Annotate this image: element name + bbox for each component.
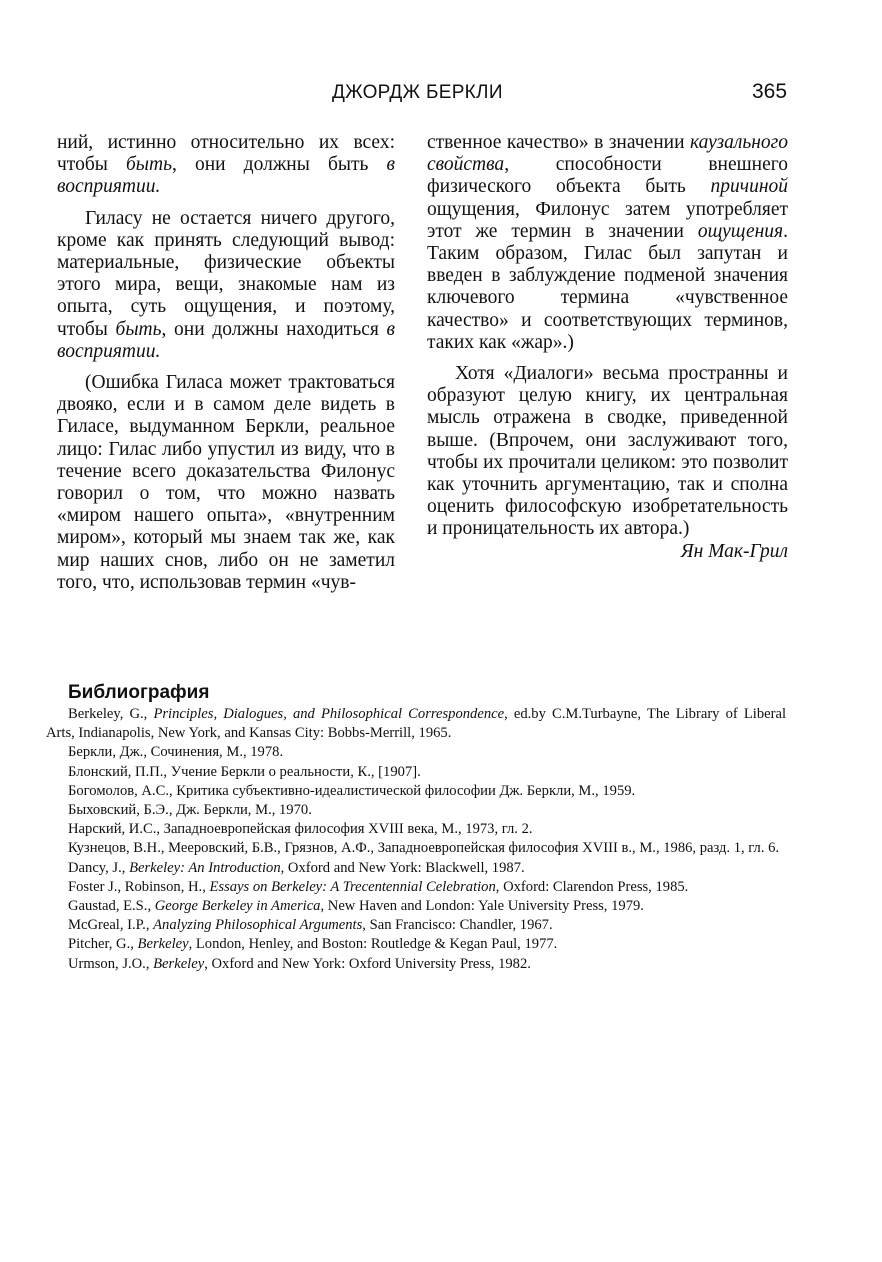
bibliography-entry	[46, 955, 786, 974]
entry-text: Gaustad, E.S.,	[68, 898, 155, 915]
paragraph	[57, 208, 395, 363]
entry-text: , ed.by C.M.Turbayne, The Library of Liberal Arts, Indianapolis, New York, and Kansas City: Bobbs-Merrill, 1965.	[46, 706, 786, 742]
entry-text: Dancy, J.,	[68, 859, 130, 876]
text-run: ственное качество» в значении	[427, 132, 690, 153]
emphasis: в восприятии.	[57, 318, 395, 362]
paragraph	[427, 132, 788, 354]
entry-title: Essays on Berkeley: A Trecentennial Celebration	[209, 878, 496, 895]
bibliography-entry	[46, 839, 786, 858]
emphasis: быть	[125, 154, 172, 176]
running-head-title: ДЖОРДЖ БЕРКЛИ	[332, 82, 503, 103]
text-run: . Таким образом, Гилас был запутан и введен в заблуждение подменой значения ключевого термина «чувственное качество» и соответствующих терминов, таких как «жар».)	[427, 220, 788, 353]
paragraph: Хотя «Диалоги» весьма пространны и образуют целую книгу, их центральная мысль отражена в сводке, приведенной выше. (Впрочем, они заслуживают того, чтобы их прочитали целиком: это позволит как уточнить аргументацию, так и сполна оценить философскую изобретательность и проницательность их автора.)	[427, 363, 788, 540]
paragraph	[57, 132, 395, 199]
bibliography-entry	[46, 743, 786, 762]
entry-text: Быховский, Б.Э., Дж. Беркли, М., 1970.	[68, 802, 312, 819]
entry-text: Pitcher, G.,	[68, 936, 138, 953]
entry-title: George Berkeley in America	[154, 898, 321, 915]
entry-title: Berkeley	[153, 955, 205, 972]
entry-title: Analyzing Philosophical Arguments	[153, 917, 363, 934]
bibliography-heading: Библиография	[68, 682, 210, 703]
bibliography-entry	[46, 782, 786, 801]
left-column	[57, 132, 395, 594]
running-head	[0, 82, 882, 112]
entry-text: McGreal, I.P.,	[68, 917, 154, 934]
emphasis: в восприятии.	[57, 154, 395, 198]
entry-text: , Oxford and New York: Oxford University Press, 1982.	[204, 955, 531, 972]
bibliography-entry	[46, 820, 786, 839]
entry-text: Urmson, J.O.,	[68, 955, 154, 972]
author-signature: Ян Мак-Грил	[680, 540, 788, 562]
emphasis: каузального свойства	[427, 132, 788, 176]
entry-text: Богомолов, А.С., Критика субъективно-идеалистической философии Дж. Беркли, М., 1959.	[68, 782, 636, 799]
entry-text: Нарский, И.С., Западноевропейская философия XVIII века, М., 1973, гл. 2.	[68, 821, 533, 838]
entry-text: Foster J., Robinson, H.,	[68, 878, 210, 895]
page-number: 365	[752, 80, 788, 103]
bibliography-entry	[46, 859, 786, 878]
bibliography-entry	[46, 935, 786, 954]
entry-text: , Oxford and New York: Blackwell, 1987.	[280, 859, 525, 876]
paragraph: (Ошибка Гиласа может трактоваться двояко, если и в самом деле видеть в Гиласе, выдуманном Беркли, реальное лицо: Гилас либо упустил из виду, что в течение всего доказательства Филонус говорил о том, что можно назвать «миром нашего опыта», «внутренним миром», который мы знаем так же, как мир наших снов, либо он не заметил того, что, использовав термин «чув-	[57, 372, 395, 593]
entry-text: Блонский, П.П., Учение Беркли о реальности, К., [1907].	[68, 763, 421, 780]
right-column	[427, 132, 788, 563]
entry-text: Кузнецов, В.Н., Мееровский, Б.В., Грязнов, А.Ф., Западноевропейская философия XVIII в., М., 1986, разд. 1, гл. 6.	[68, 840, 780, 857]
entry-title: Principles, Dialogues, and Philosophical Correspondence	[153, 706, 505, 722]
entry-text: , San Francisco: Chandler, 1967.	[362, 917, 553, 934]
bibliography-entry	[46, 878, 786, 897]
text-run: ощущения, Филонус затем употребляет этот же термин в значении	[427, 198, 788, 242]
entry-text: , New Haven and London: Yale University Press, 1979.	[320, 898, 644, 915]
entry-title: Berkeley	[137, 936, 189, 953]
text-run: , они должны быть	[171, 154, 387, 176]
bibliography-entry	[46, 705, 786, 743]
text-run: Гиласу не остается ничего другого, кроме как принять следующий вывод: материальные, физические объекты этого мира, вещи, знакомые нам из опыта, суть ощущения, и поэтому, чтобы	[57, 207, 395, 340]
entry-title: Berkeley: An Introduction	[129, 859, 281, 876]
emphasis: быть	[115, 318, 162, 340]
bibliography-entry	[46, 763, 786, 782]
emphasis: ощущения	[697, 220, 784, 242]
bibliography-list	[46, 705, 786, 974]
entry-text: Berkeley, G.,	[68, 706, 154, 722]
entry-text: , Oxford: Clarendon Press, 1985.	[495, 878, 689, 895]
bibliography-entry	[46, 897, 786, 916]
text-run: , способности внешнего физического объекта быть	[427, 154, 788, 198]
text-run: ний, истинно относительно их всех: чтобы	[57, 132, 395, 176]
emphasis: причиной	[710, 176, 788, 198]
bibliography-entry	[46, 801, 786, 820]
entry-text: Беркли, Дж., Сочинения, М., 1978.	[68, 744, 284, 761]
bibliography-entry	[46, 916, 786, 935]
text-run: , они должны находиться	[161, 318, 387, 340]
entry-text: , London, Henley, and Boston: Routledge & Kegan Paul, 1977.	[188, 936, 558, 953]
